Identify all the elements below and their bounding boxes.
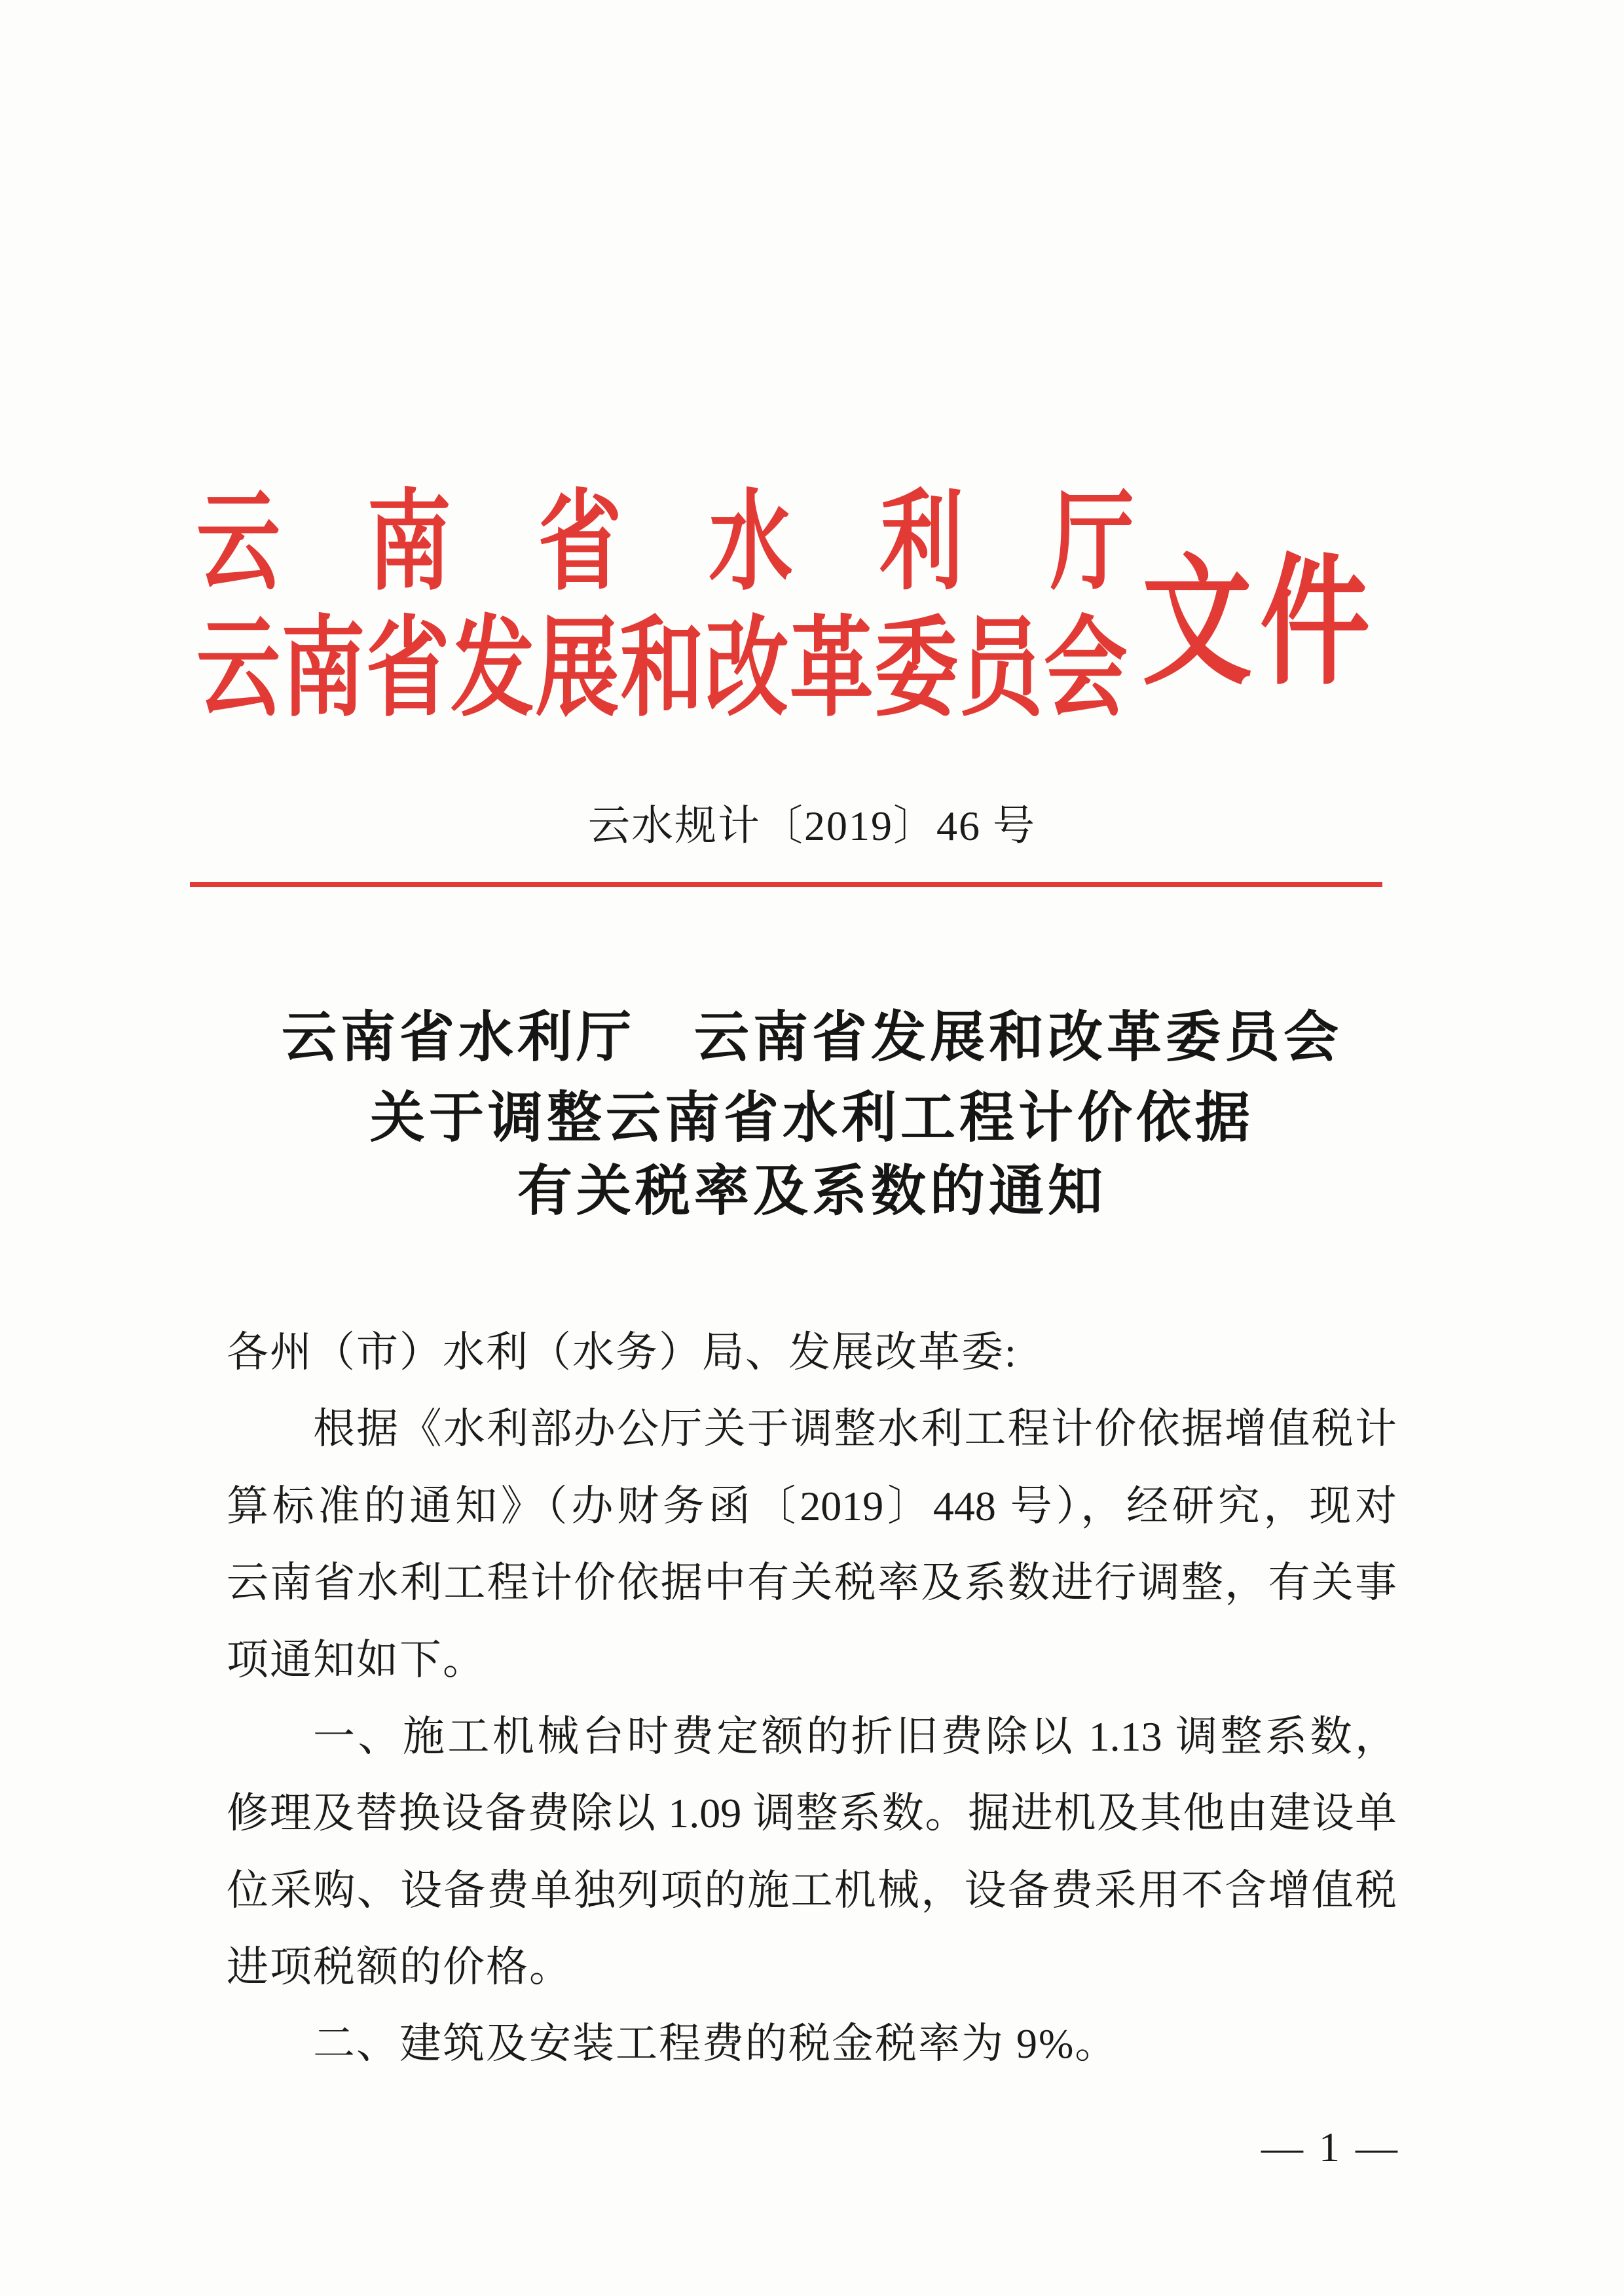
header-org-line-1 bbox=[196, 482, 1134, 604]
header-org-line-2-char: 云 bbox=[196, 608, 281, 730]
header-org-line-2-char: 南 bbox=[281, 608, 365, 730]
document-number: 云水规计〔2019〕46 号 bbox=[588, 803, 1036, 849]
paragraph-3-line-1: 二、建筑及安装工程费的税金税率为 9%。 bbox=[313, 2020, 1118, 2067]
header-org-line-2-char: 发 bbox=[451, 608, 535, 730]
header-org-line-1-char: 省 bbox=[538, 482, 622, 604]
header-org-line-1-char: 利 bbox=[879, 482, 964, 604]
paragraph-1-line-4: 项通知如下。 bbox=[227, 1637, 486, 1683]
header-org-line-2-char: 省 bbox=[365, 608, 450, 730]
header-org-line-2 bbox=[196, 608, 1128, 730]
header-org-line-2-char: 改 bbox=[705, 608, 789, 730]
header-org-line-2-char: 会 bbox=[1043, 608, 1128, 730]
salutation: 各州（市）水利（水务）局、发展改革委: bbox=[227, 1329, 1018, 1376]
paragraph-2-line-1: 一、施工机械台时费定额的折旧费除以 1.13 调整系数， bbox=[313, 1713, 1397, 1760]
paragraph-2-line-4: 进项税额的价格。 bbox=[227, 1944, 572, 1990]
title-line-1: 云南省水利厅 云南省发展和改革委员会 bbox=[281, 1008, 1342, 1068]
paragraph-1-line-1: 根据《水利部办公厅关于调整水利工程计价依据增值税计 bbox=[313, 1406, 1397, 1452]
red-divider bbox=[190, 882, 1382, 887]
header-org-line-2-char: 革 bbox=[789, 608, 874, 730]
title-line-3: 有关税率及系数的通知 bbox=[517, 1161, 1107, 1222]
paragraph-1-line-2: 算标准的通知》（办财务函〔2019〕448 号），经研究，现对 bbox=[227, 1483, 1397, 1529]
paragraph-1-line-3: 云南省水利工程计价依据中有关税率及系数进行调整，有关事 bbox=[227, 1559, 1397, 1606]
header-doc-type bbox=[1142, 545, 1370, 702]
paragraph-2-line-3: 位采购、设备费单独列项的施工机械，设备费采用不含增值税 bbox=[227, 1867, 1397, 1914]
header-org-line-1-char: 水 bbox=[709, 482, 793, 604]
page-number: — 1 — bbox=[1261, 2124, 1400, 2170]
header-org-line-1-char: 南 bbox=[367, 482, 451, 604]
header-org-line-2-char: 和 bbox=[619, 608, 704, 730]
title-line-2: 关于调整云南省水利工程计价依据 bbox=[369, 1088, 1254, 1149]
paragraph-2-line-2: 修理及替换设备费除以 1.09 调整系数。掘进机及其他由建设单 bbox=[227, 1790, 1397, 1836]
header-org-line-1-char: 厅 bbox=[1050, 482, 1134, 604]
header-doc-type-char: 件 bbox=[1260, 545, 1370, 702]
header-org-line-2-char: 员 bbox=[959, 608, 1043, 730]
header-org-line-1-char: 云 bbox=[196, 482, 281, 604]
header-org-line-2-char: 展 bbox=[535, 608, 619, 730]
header-doc-type-char: 文 bbox=[1142, 545, 1252, 702]
header-org-line-2-char: 委 bbox=[874, 608, 959, 730]
